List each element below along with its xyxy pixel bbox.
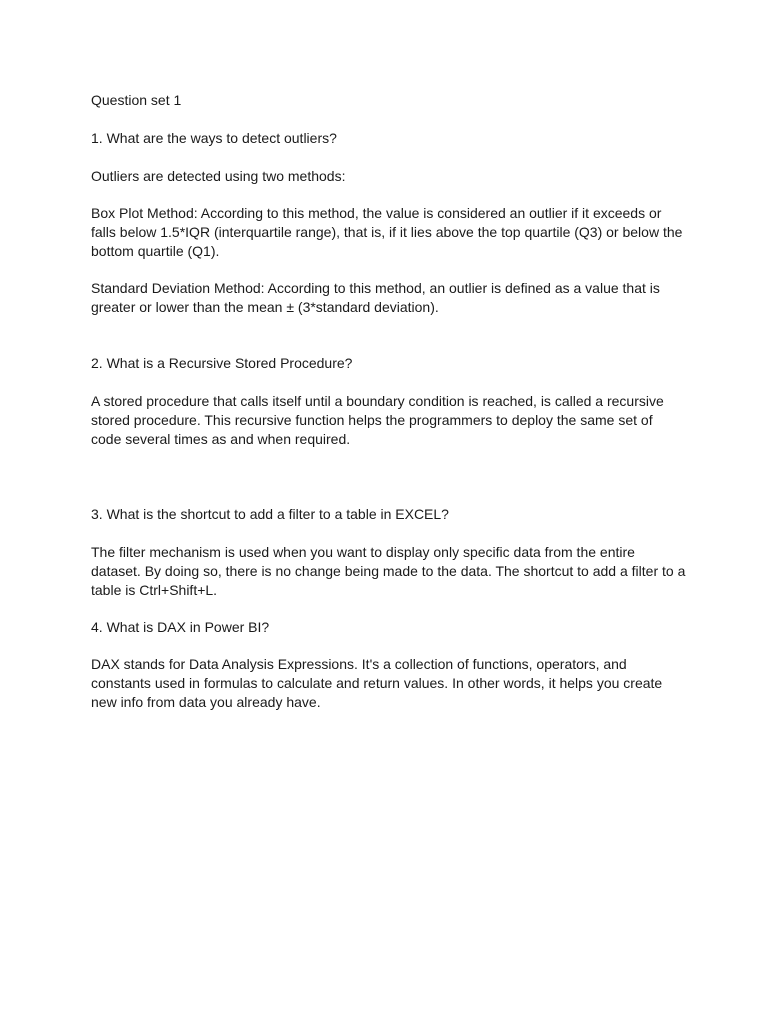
answer-1-box-plot [91,204,691,260]
paragraph-line: dataset. By doing so, there is no change being made to the data. The shortcut to add a filter to a [91,562,686,579]
paragraph-line: A stored procedure that calls itself until a boundary condition is reached, is called a recursive [91,393,664,409]
question-4-text: 4. What is DAX in Power BI? [91,619,270,635]
answer-1-intro-text: Outliers are detected using two methods: [91,168,346,184]
paragraph-line: new info from data you already have. [91,693,321,710]
question-3 [91,505,691,524]
question-4 [91,618,691,637]
paragraph-line: DAX stands for Data Analysis Expressions. It's a collection of functions, operators, and [91,656,627,672]
paragraph-line: The filter mechanism is used when you want to display only specific data from the entire [91,544,635,560]
question-2-text: 2. What is a Recursive Stored Procedure? [91,355,353,371]
paragraph-line: code several times as and when required. [91,430,351,447]
answer-3 [91,543,691,599]
document-heading [91,91,691,110]
paragraph-line: stored procedure. This recursive function helps the programmers to deploy the same set of [91,411,653,428]
answer-1-std-dev [91,279,691,317]
heading-text: Question set 1 [91,92,182,108]
paragraph-line: bottom quartile (Q1). [91,242,220,259]
paragraph-line: constants used in formulas to calculate and return values. In other words, it helps you create [91,674,663,691]
question-1-text: 1. What are the ways to detect outliers? [91,130,337,146]
paragraph-line: Box Plot Method: According to this method, the value is considered an outlier if it exceeds or [91,205,662,221]
question-3-text: 3. What is the shortcut to add a filter to a table in EXCEL? [91,506,449,522]
answer-4 [91,655,691,711]
answer-2 [91,392,691,448]
question-2 [91,354,691,373]
paragraph-line: greater or lower than the mean ± (3*standard deviation). [91,298,439,315]
paragraph-line: falls below 1.5*IQR (interquartile range), that is, if it lies above the top quartile (Q3) or below the [91,223,683,240]
question-1 [91,129,691,148]
paragraph-line: Standard Deviation Method: According to this method, an outlier is defined as a value that is [91,280,660,296]
answer-1-intro [91,167,691,186]
paragraph-line: table is Ctrl+Shift+L. [91,581,218,598]
